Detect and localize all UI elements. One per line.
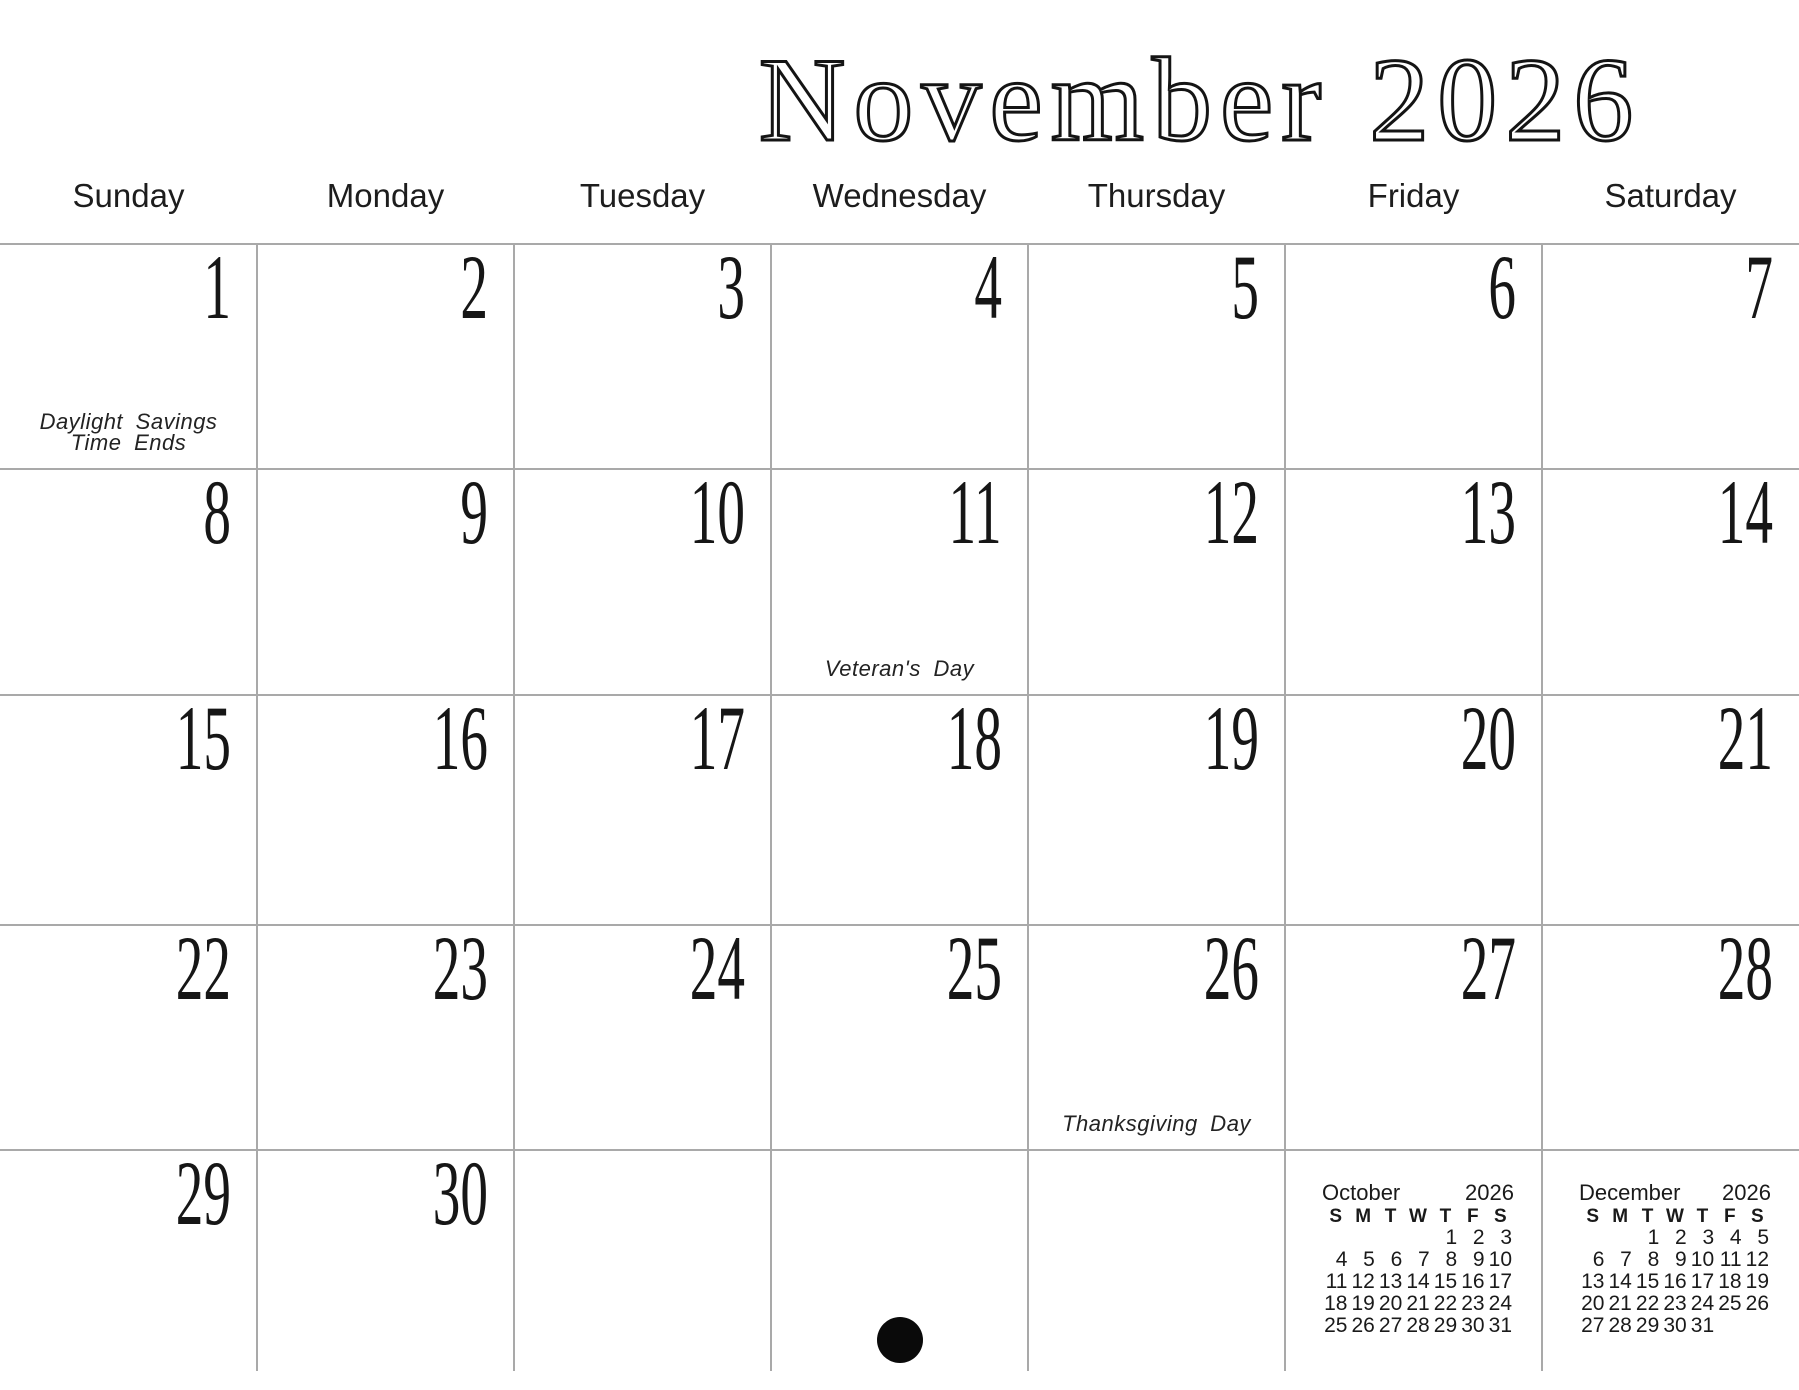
- day-number: 5: [1231, 236, 1259, 338]
- mini-day: 26: [1745, 1292, 1769, 1315]
- holiday-note-line: Time Ends: [70, 430, 187, 455]
- holiday-note: [1028, 1113, 1285, 1134]
- day-cell-6: [1285, 236, 1542, 469]
- mini-day: 2: [1472, 1226, 1485, 1249]
- mini-day: 28: [1406, 1314, 1430, 1337]
- mini-day: 2: [1675, 1226, 1687, 1249]
- mini-day: 5: [1363, 1248, 1375, 1271]
- mini-day: [1404, 1227, 1431, 1249]
- mini-calendar-october: [1322, 1181, 1514, 1337]
- mini-calendar-month: October: [1322, 1180, 1401, 1205]
- mini-day: 10: [1690, 1248, 1715, 1271]
- mini-day: [1606, 1227, 1633, 1249]
- mini-day: 26: [1351, 1314, 1375, 1337]
- weekday-header-monday: Monday: [326, 177, 445, 214]
- mini-day: 6: [1390, 1248, 1403, 1271]
- mini-day: [1377, 1227, 1404, 1249]
- mini-day: 15: [1433, 1270, 1458, 1293]
- day-number: 10: [689, 461, 745, 563]
- day-cell-10: [514, 461, 771, 695]
- mini-day: 21: [1608, 1292, 1632, 1315]
- holiday-note: [771, 658, 1028, 679]
- day-number: 30: [432, 1142, 488, 1244]
- weekday-header-thursday: Thursday: [1087, 177, 1226, 214]
- day-number: 2: [460, 236, 488, 338]
- day-number: 12: [1203, 461, 1259, 563]
- mini-day: 23: [1663, 1292, 1687, 1315]
- mini-day: 30: [1461, 1314, 1485, 1337]
- day-cell-12: [1028, 461, 1285, 695]
- calendar-title: [758, 33, 1642, 166]
- mini-day-header: F: [1724, 1206, 1736, 1227]
- mini-calendar-december: [1579, 1181, 1771, 1337]
- mini-day: 4: [1729, 1226, 1742, 1249]
- weekday-header-friday: Friday: [1367, 177, 1460, 214]
- holiday-note: [0, 411, 257, 453]
- title-month: November: [758, 33, 1330, 166]
- mini-day-header: T: [1439, 1206, 1452, 1227]
- day-number: 21: [1717, 687, 1773, 789]
- weekday-header-sunday: Sunday: [72, 177, 185, 214]
- day-number: 13: [1460, 461, 1516, 563]
- day-number: 3: [717, 236, 745, 338]
- title-year: 2026: [1369, 33, 1642, 166]
- day-number: 16: [432, 687, 488, 789]
- mini-day-header: T: [1696, 1206, 1709, 1227]
- mini-day: 23: [1461, 1292, 1485, 1315]
- day-number: 28: [1717, 917, 1773, 1019]
- day-cell-17: [514, 687, 771, 925]
- holiday-note-line: Thanksgiving Day: [1062, 1111, 1251, 1136]
- day-number: 11: [948, 461, 1002, 563]
- mini-day: 16: [1663, 1270, 1687, 1293]
- day-cell-empty: [1285, 1150, 1542, 1371]
- day-number: 25: [946, 917, 1002, 1019]
- mini-day: 31: [1690, 1314, 1715, 1337]
- day-number: 24: [689, 917, 745, 1019]
- day-cell-28: [1542, 917, 1799, 1150]
- mini-day: 29: [1635, 1314, 1660, 1337]
- mini-day: 27: [1581, 1314, 1605, 1337]
- mini-day-header: W: [1409, 1206, 1427, 1227]
- day-number: 15: [175, 687, 231, 789]
- mini-day: 7: [1620, 1248, 1632, 1271]
- mini-day: 22: [1433, 1292, 1458, 1315]
- mini-day: 12: [1745, 1248, 1769, 1271]
- mini-day-header: M: [1355, 1206, 1372, 1227]
- mini-day: 19: [1351, 1292, 1375, 1315]
- day-cell-19: [1028, 687, 1285, 925]
- mini-day-header: S: [1586, 1206, 1600, 1227]
- day-cell-18: [771, 687, 1028, 925]
- day-cell-21: [1542, 687, 1799, 925]
- mini-day: 16: [1461, 1270, 1485, 1293]
- mini-day: 11: [1719, 1248, 1742, 1271]
- day-cell-14: [1542, 461, 1799, 695]
- day-number: 27: [1460, 917, 1516, 1019]
- mini-day: 1: [1647, 1226, 1660, 1249]
- day-number: 4: [974, 236, 1002, 338]
- day-cell-8: [0, 461, 257, 695]
- mini-day-header: W: [1666, 1206, 1684, 1227]
- mini-day: 20: [1581, 1292, 1605, 1315]
- mini-day: 12: [1351, 1270, 1375, 1293]
- mini-day: 21: [1406, 1292, 1430, 1315]
- mini-day: 15: [1635, 1270, 1660, 1293]
- mini-day: 18: [1718, 1270, 1742, 1293]
- mini-day: 3: [1702, 1226, 1715, 1249]
- mini-day: [1716, 1315, 1743, 1337]
- day-cell-11: [771, 461, 1028, 695]
- day-cell-25: [771, 917, 1028, 1150]
- day-number: 17: [689, 687, 745, 789]
- day-cell-13: [1285, 461, 1542, 695]
- day-cell-9: [257, 461, 514, 695]
- mini-day: 14: [1608, 1270, 1632, 1293]
- mini-calendar-month: December: [1579, 1180, 1681, 1205]
- mini-day: [1349, 1227, 1376, 1249]
- mini-day: 31: [1488, 1314, 1512, 1337]
- mini-day: 7: [1418, 1248, 1430, 1271]
- day-cell-29: [0, 1142, 257, 1371]
- mini-day: 18: [1324, 1292, 1348, 1315]
- mini-day: 13: [1378, 1270, 1403, 1293]
- mini-day-header: T: [1641, 1206, 1654, 1227]
- mini-calendar-year: 2026: [1722, 1180, 1771, 1205]
- day-cell-15: [0, 687, 257, 925]
- day-number: 8: [203, 461, 231, 563]
- day-number: 7: [1745, 236, 1773, 338]
- day-number: 23: [432, 917, 488, 1019]
- day-cell-22: [0, 917, 257, 1150]
- weekday-header-tuesday: Tuesday: [579, 177, 706, 214]
- mini-calendar-grid: [1579, 1205, 1771, 1337]
- mini-day: 17: [1690, 1270, 1715, 1293]
- day-cell-20: [1285, 687, 1542, 925]
- mini-day: 28: [1608, 1314, 1632, 1337]
- day-number: 18: [946, 687, 1002, 789]
- weekday-header-saturday: Saturday: [1604, 177, 1737, 214]
- mini-day: 25: [1718, 1292, 1742, 1315]
- mini-day: 13: [1581, 1270, 1605, 1293]
- mini-day: 19: [1745, 1270, 1769, 1293]
- mini-day: 8: [1647, 1248, 1660, 1271]
- mini-day: [1579, 1227, 1606, 1249]
- day-number: 19: [1203, 687, 1259, 789]
- day-cell-23: [257, 917, 514, 1150]
- day-cell-5: [1028, 236, 1285, 469]
- mini-day: 9: [1472, 1248, 1485, 1271]
- day-cell-1: [0, 236, 257, 469]
- mini-day-header: T: [1384, 1206, 1397, 1227]
- mini-day: 22: [1635, 1292, 1660, 1315]
- mini-day: [1322, 1227, 1349, 1249]
- mini-day-header: S: [1750, 1206, 1764, 1227]
- mini-day-header: F: [1467, 1206, 1479, 1227]
- day-cell-empty: [514, 1150, 771, 1371]
- holiday-note-line: Veteran's Day: [824, 656, 975, 681]
- day-number: 1: [203, 236, 231, 338]
- mini-day: 14: [1406, 1270, 1430, 1293]
- day-number: 22: [175, 917, 231, 1019]
- mini-day: 29: [1433, 1314, 1458, 1337]
- day-number: 29: [175, 1142, 231, 1244]
- mini-day-header: M: [1612, 1206, 1629, 1227]
- mini-day: 5: [1757, 1226, 1769, 1249]
- mini-day: 17: [1488, 1270, 1512, 1293]
- day-cell-26: [1028, 917, 1285, 1150]
- mini-day: 27: [1378, 1314, 1403, 1337]
- day-cell-30: [257, 1142, 514, 1371]
- holiday-note-line: Daylight Savings: [39, 409, 218, 434]
- mini-day-header: S: [1493, 1206, 1507, 1227]
- weekday-header-wednesday: Wednesday: [812, 177, 987, 214]
- mini-day: 6: [1592, 1248, 1605, 1271]
- day-number: 20: [1460, 687, 1516, 789]
- mini-day: 11: [1325, 1270, 1348, 1293]
- day-cell-3: [514, 236, 771, 469]
- mini-calendar-grid: [1322, 1205, 1514, 1337]
- day-cell-16: [257, 687, 514, 925]
- mini-day: 3: [1500, 1226, 1512, 1249]
- day-cell-24: [514, 917, 771, 1150]
- day-cell-empty: [1542, 1150, 1799, 1371]
- black-dot-marker: [877, 1317, 923, 1363]
- day-cell-empty: [1028, 1150, 1285, 1371]
- mini-day: 20: [1378, 1292, 1403, 1315]
- weekday-header-row: [0, 176, 1799, 216]
- day-cell-4: [771, 236, 1028, 469]
- day-cell-7: [1542, 236, 1799, 469]
- mini-day: 24: [1488, 1292, 1512, 1315]
- day-cell-27: [1285, 917, 1542, 1150]
- mini-calendar-title: [1322, 1181, 1514, 1205]
- mini-day-header: S: [1329, 1206, 1343, 1227]
- mini-calendar-year: 2026: [1465, 1180, 1514, 1205]
- day-number: 6: [1488, 236, 1516, 338]
- day-cell-2: [257, 236, 514, 469]
- calendar-grid: [0, 236, 1799, 1371]
- mini-day: 4: [1335, 1248, 1348, 1271]
- day-number: 26: [1203, 917, 1259, 1019]
- mini-day: 1: [1445, 1226, 1458, 1249]
- day-cell-empty: [771, 1150, 1028, 1371]
- day-number: 9: [460, 461, 488, 563]
- mini-day: 9: [1675, 1248, 1687, 1271]
- mini-day: 8: [1445, 1248, 1458, 1271]
- day-number: 14: [1717, 461, 1773, 563]
- mini-day: [1744, 1315, 1771, 1337]
- mini-calendar-title: [1579, 1181, 1771, 1205]
- mini-day: 30: [1663, 1314, 1687, 1337]
- mini-day: 10: [1488, 1248, 1512, 1271]
- mini-day: 24: [1690, 1292, 1715, 1315]
- mini-day: 25: [1324, 1314, 1348, 1337]
